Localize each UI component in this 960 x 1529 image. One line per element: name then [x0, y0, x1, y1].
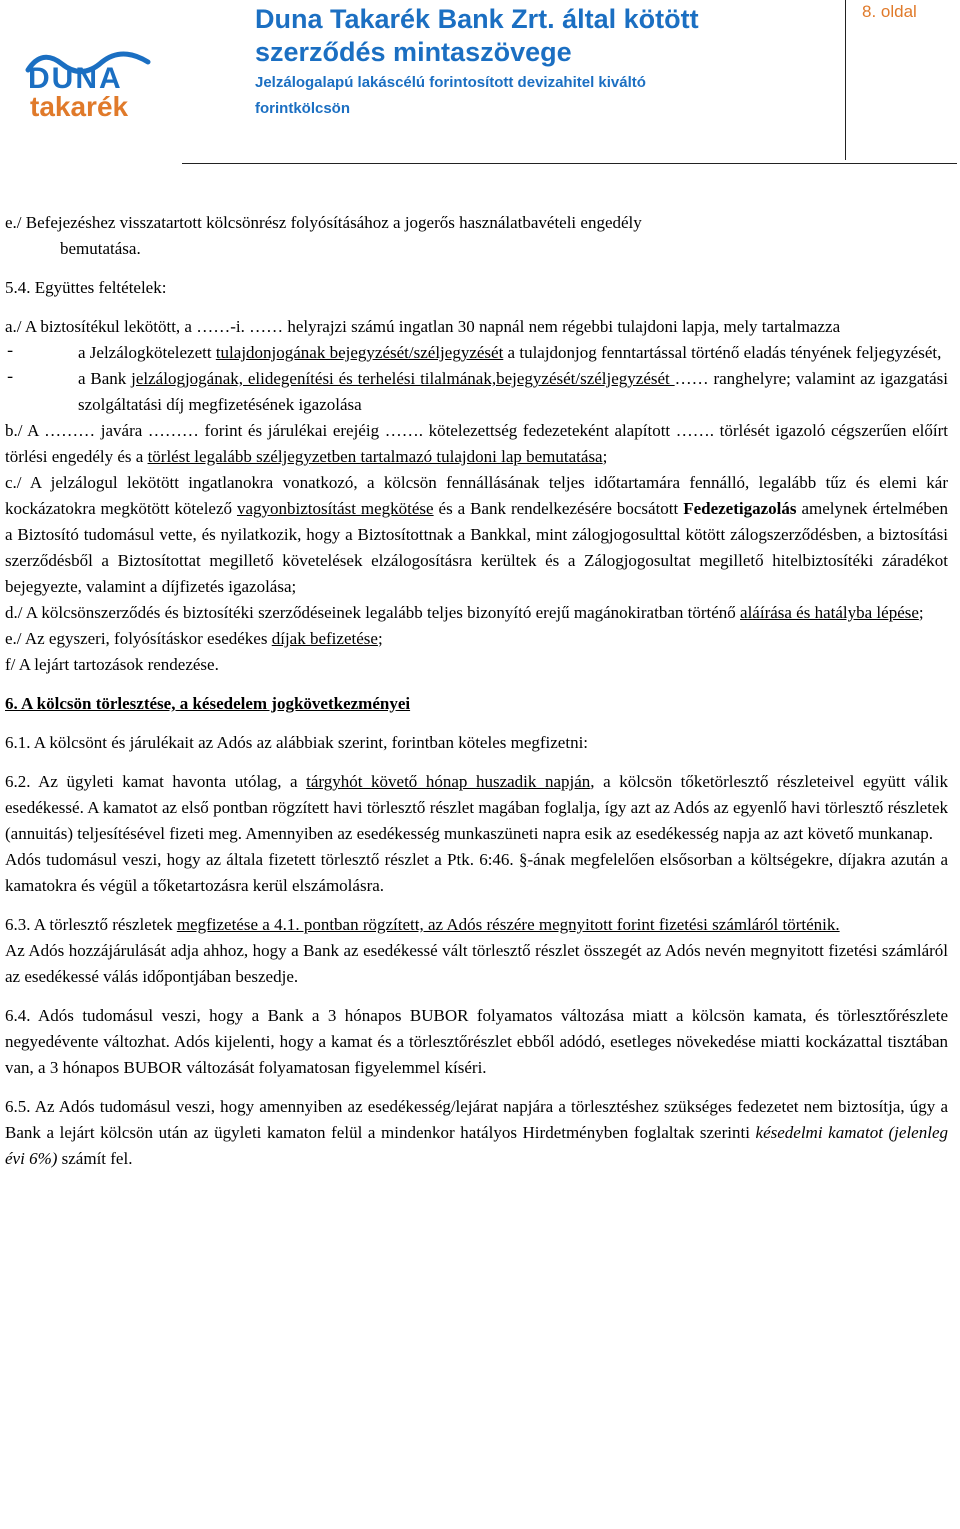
page-header	[0, 0, 960, 165]
svg-text:takarék: takarék	[30, 91, 129, 120]
section-6-2-b: Adós tudomásul veszi, hogy az általa fizetett törlesztő részlet a Ptk. 6:46. §-ának megfelelően elsősorban a költségekre, díjakra azután a kamatokra és végül a tőketartozásra kerül elszámolásra.	[5, 850, 948, 895]
paragraph-f: f/ A lejárt tartozások rendezése.	[5, 655, 219, 674]
title-line-2: szerződés mintaszövege	[255, 37, 572, 67]
paragraph-e2: e./ Az egyszeri, folyósításkor esedékes díjak befizetése;	[5, 629, 383, 648]
subtitle-line-2: forintkölcsön	[255, 100, 351, 117]
duna-takarek-logo	[22, 40, 162, 120]
dash-item-1: - a Jelzálogkötelezett tulajdonjogának bejegyzését/széljegyzését a tulajdonjog fenntartással történő eladás tényének feljegyzését,	[5, 343, 942, 362]
page-number: 8. oldal	[862, 2, 917, 21]
section-6-2: 6.2. Az ügyleti kamat havonta utólag, a tárgyhót követő hónap huszadik napján, a kölcsön tőketörlesztő részleteivel együtt válik esedékessé. A kamatot az első pontban rögzített havi törlesztő részlet magában foglalja, így azt az Adós az egyenlő havi törlesztő részletek (annuitás) teljesítésével fizeti meg. Amennyiben az esedékesség munkaszüneti napra esik az esedékesség napja az azt követő munkanap.	[5, 772, 948, 843]
header-vertical-divider	[845, 0, 846, 160]
section-6-1: 6.1. A kölcsönt és járulékait az Adós az alábbiak szerint, forintban köteles megfizetni:	[5, 733, 589, 752]
paragraph-b: b./ A ……… javára ……… forint és járulékai erejéig ……. kötelezettség fedezeteként alapított ……. törlését igazoló cégszerűen előírt törlési engedély és a törlést legalább széljegyzetben tartalmazó tulajdoni lap bemutatása;	[5, 421, 948, 466]
paragraph-a: a./ A biztosítékul lekötött, a ……-i. …… helyrajzi számú ingatlan 30 napnál nem régebbi tulajdoni lapja, mely tartalmazza	[5, 317, 841, 336]
section-6-5: 6.5. Az Adós tudomásul veszi, hogy amennyiben az esedékesség/lejárat napjára a törlesztéshez szükséges fedezetet nem biztosítja, úgy a Bank a lejárt kölcsön után az ügyleti kamaton felül a mindenkor hatályos Hirdetményben foglaltak szerinti késedelmi kamatot (jelenleg évi 6%) számít fel.	[5, 1097, 948, 1168]
section-6-title: 6. A kölcsön törlesztése, a késedelem jogkövetkezményei	[5, 694, 411, 713]
subtitle-line-1: Jelzálogalapú lakáscélú forintosított devizahitel kiváltó	[255, 74, 646, 91]
header-horizontal-divider	[182, 163, 957, 164]
header-title	[255, 3, 815, 121]
section-6-3-b: Az Adós hozzájárulását adja ahhoz, hogy a Bank az esedékessé vált törlesztő részlet összegét az Adós nevén megnyitott fizetési számláról az esedékessé válás időpontjában beszedje.	[5, 941, 948, 986]
document-body	[5, 210, 948, 1172]
svg-text:DUNA: DUNA	[28, 62, 123, 95]
paragraph-e1: e./ Befejezéshez visszatartott kölcsönrész folyósításához a jogerős használatbavételi engedély bemutatása.	[5, 213, 642, 258]
paragraph-d: d./ A kölcsönszerződés és biztosítéki szerződéseinek legalább teljes bizonyító erejű magánokiratban történő aláírása és hatályba lépése;	[5, 603, 924, 622]
dash-item-2: - a Bank jelzálogjogának, elidegenítési és terhelési tilalmának,bejegyzését/széljegyzését …… ranghelyre; valamint az igazgatási szolgáltatási díj megfizetésének igazolása	[5, 369, 948, 414]
paragraph-c: c./ A jelzálogul lekötött ingatlanokra vonatkozó, a kölcsön fennállásának teljes időtartamára fennálló, legalább tűz és elemi kár kockázatokra megkötött kötelező vagyonbiztosítást megkötése és a Bank rendelkezésére bocsátott Fedezetigazolás amelynek értelmében a Biztosító tudomásul vette, és nyilatkozik, hogy a Biztosítottnak a Bankkal, mint zálogjogosulttal kötött zálogszerződésben, a biztosítási szerződésből a Biztosítottat megillető követelések elzálogosításra kerültek és a Zálogjogosultat megillető hitelbiztosítéki záradékot bejegyezte, valamint a díjfizetés igazolása;	[5, 473, 948, 596]
section-6-4: 6.4. Adós tudomásul veszi, hogy a Bank a 3 hónapos BUBOR folyamatos változása miatt a kölcsön kamata, és törlesztőrészlete negyedévente változhat. Adós kijelenti, hogy a kamat és a törlesztőrészlet ebből adódó, esetleges növekedése miatti kockázattal tisztában van, a 3 hónapos BUBOR változását folyamatosan figyelemmel kíséri.	[5, 1006, 948, 1077]
title-line-1: Duna Takarék Bank Zrt. által kötött	[255, 4, 699, 34]
section-6-3: 6.3. A törlesztő részletek megfizetése a 4.1. pontban rögzített, az Adós részére megnyitott forint fizetési számláról történik.	[5, 915, 840, 934]
section-5-4: 5.4. Együttes feltételek:	[5, 278, 167, 297]
